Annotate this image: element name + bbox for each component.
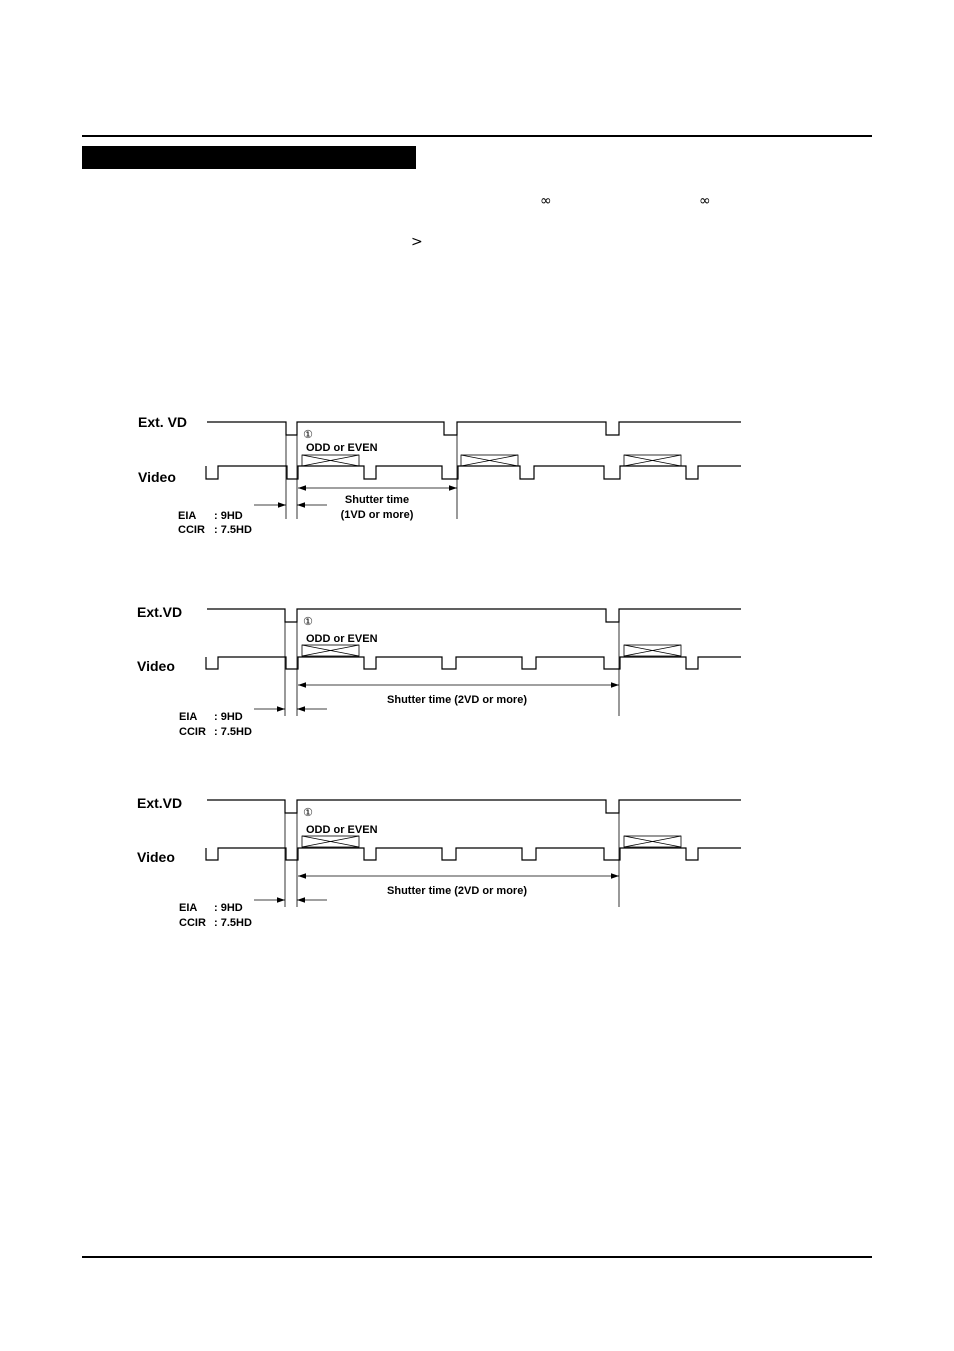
ext-vd-label: Ext.VD	[137, 795, 183, 811]
field-label: ODD or EVEN	[306, 633, 378, 645]
video-waveform	[206, 848, 741, 860]
infinity-symbol: ∞	[699, 193, 711, 209]
ext-vd-waveform	[207, 609, 741, 622]
ccir-value: : 7.5HD	[214, 726, 252, 738]
timing-diagram-1	[138, 414, 741, 536]
ext-vd-label: Ext. VD	[138, 414, 188, 430]
ext-vd-waveform	[207, 800, 741, 813]
ccir-value: : 7.5HD	[214, 917, 252, 929]
eia-label: EIA	[179, 902, 198, 914]
shutter-time-label: Shutter time (2VD or more)	[387, 694, 527, 706]
timing-diagram-3	[137, 795, 741, 929]
timing-diagram-2	[137, 604, 741, 738]
field-box	[461, 455, 518, 466]
marker-1: ①	[303, 615, 313, 628]
ccir-value: : 7.5HD	[214, 524, 252, 536]
video-label: Video	[137, 658, 175, 674]
field-label: ODD or EVEN	[306, 824, 378, 836]
field-box	[302, 645, 359, 656]
ccir-label: CCIR	[179, 726, 206, 738]
marker-1: ①	[303, 806, 313, 819]
video-label: Video	[137, 849, 175, 865]
eia-label: EIA	[179, 711, 198, 723]
ext-vd-waveform	[207, 422, 741, 435]
field-box	[624, 836, 681, 847]
shutter-time-label: Shutter time	[344, 494, 410, 506]
field-box	[302, 836, 359, 847]
shutter-time-label: Shutter time (2VD or more)	[387, 885, 527, 897]
field-box	[624, 645, 681, 656]
field-box	[302, 455, 359, 466]
field-box	[624, 455, 681, 466]
greater-than-symbol: >	[411, 234, 423, 250]
infinity-symbol: ∞	[540, 193, 552, 209]
marker-1: ①	[303, 428, 313, 441]
eia-value: : 9HD	[214, 510, 243, 522]
video-waveform	[206, 657, 741, 669]
eia-value: : 9HD	[214, 711, 243, 723]
eia-label: EIA	[178, 510, 197, 522]
bottom-rule	[82, 1256, 872, 1258]
video-label: Video	[138, 469, 176, 485]
ccir-label: CCIR	[179, 917, 206, 929]
field-label: ODD or EVEN	[306, 442, 378, 454]
ext-vd-label: Ext.VD	[137, 604, 183, 620]
shutter-time-label: (1VD or more)	[340, 509, 414, 521]
ccir-label: CCIR	[178, 524, 205, 536]
eia-value: : 9HD	[214, 902, 243, 914]
